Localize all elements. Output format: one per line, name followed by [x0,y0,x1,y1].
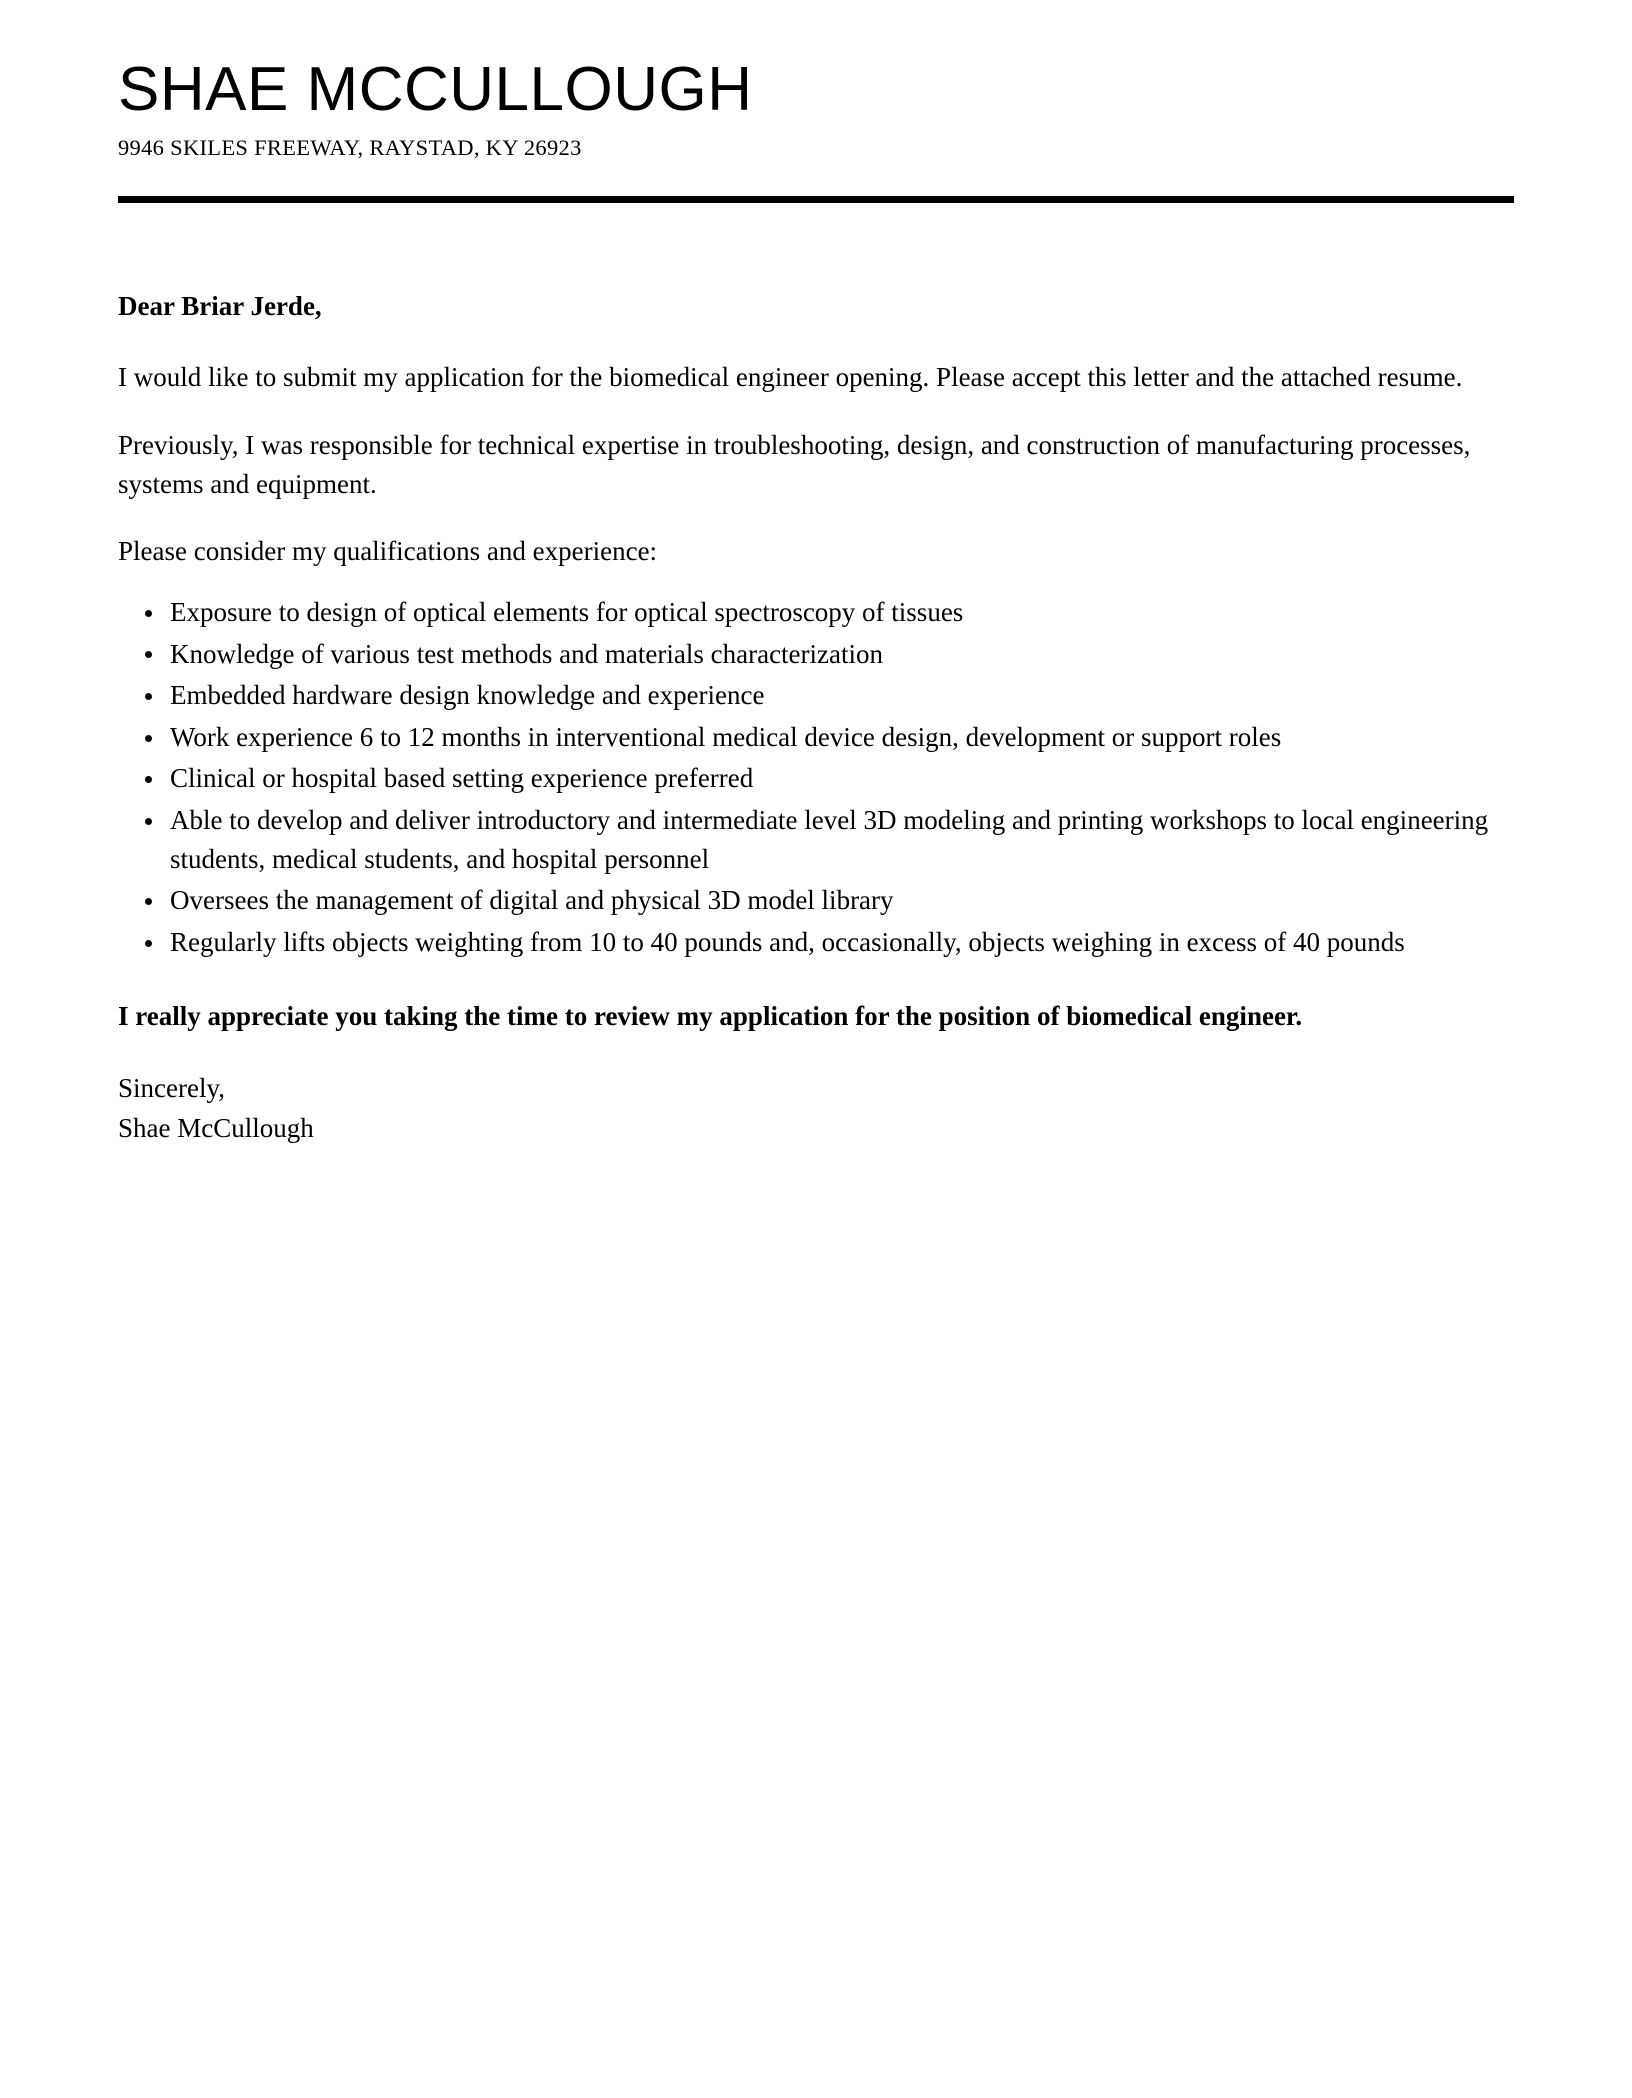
list-item [118,759,1498,798]
list-item-text: Oversees the management of digital and physical 3D model library [170,885,894,916]
header-divider [118,196,1514,203]
list-item-text: Regularly lifts objects weighting from 10 to 40 pounds and, occasionally, objects weighing in excess of 40 pounds [170,926,1405,957]
bullet-icon [145,898,152,905]
signature-block [118,1069,1518,1149]
signoff-salutation: Sincerely, [118,1072,225,1103]
bullet-icon [145,818,152,825]
bullet-icon [145,610,152,617]
list-item [118,718,1498,757]
applicant-address: 9946 SKILES FREEWAY, RAYSTAD, KY 26923 [118,135,582,161]
body-paragraph-2: Previously, I was responsible for technical expertise in troubleshooting, design, and construction of manufacturing processes, systems and equipment. [118,429,1471,499]
list-item-text: Exposure to design of optical elements for optical spectroscopy of tissues [170,597,964,627]
list-item-text: Knowledge of various test methods and materials characterization [170,638,883,669]
bullet-icon [145,776,152,783]
list-item-text: Embedded hardware design knowledge and experience [170,680,765,711]
bullet-icon [145,693,152,700]
closing-statement: I really appreciate you taking the time to review my application for the position of biomedical engineer. [118,1001,1303,1032]
list-item [118,881,1498,920]
applicant-name: SHAE MCCULLOUGH [118,55,753,124]
salutation: Dear Briar Jerde, [118,291,322,321]
list-item [118,801,1498,878]
letterhead [118,55,1514,163]
bullet-icon [145,651,152,658]
list-item-text: Able to develop and deliver introductory and intermediate level 3D modeling and printing workshops to local engineering students, medical students, and hospital personnel [170,805,1489,874]
list-item [118,593,1498,632]
list-item-text: Work experience 6 to 12 months in interventional medical device design, development or support roles [170,721,1282,752]
letter-body [118,288,1518,1149]
qualifications-intro: Please consider my qualifications and experience: [118,535,658,566]
list-item [118,676,1498,715]
list-item [118,923,1498,962]
list-item [118,635,1498,674]
list-item-text: Clinical or hospital based setting experience preferred [170,763,754,794]
bullet-icon [145,940,152,947]
signature-name: Shae McCullough [118,1112,314,1143]
qualifications-list [118,593,1498,961]
bullet-icon [145,735,152,742]
body-paragraph-1: I would like to submit my application for the biomedical engineer opening. Please accept this letter and the attached resume. [118,362,1463,393]
